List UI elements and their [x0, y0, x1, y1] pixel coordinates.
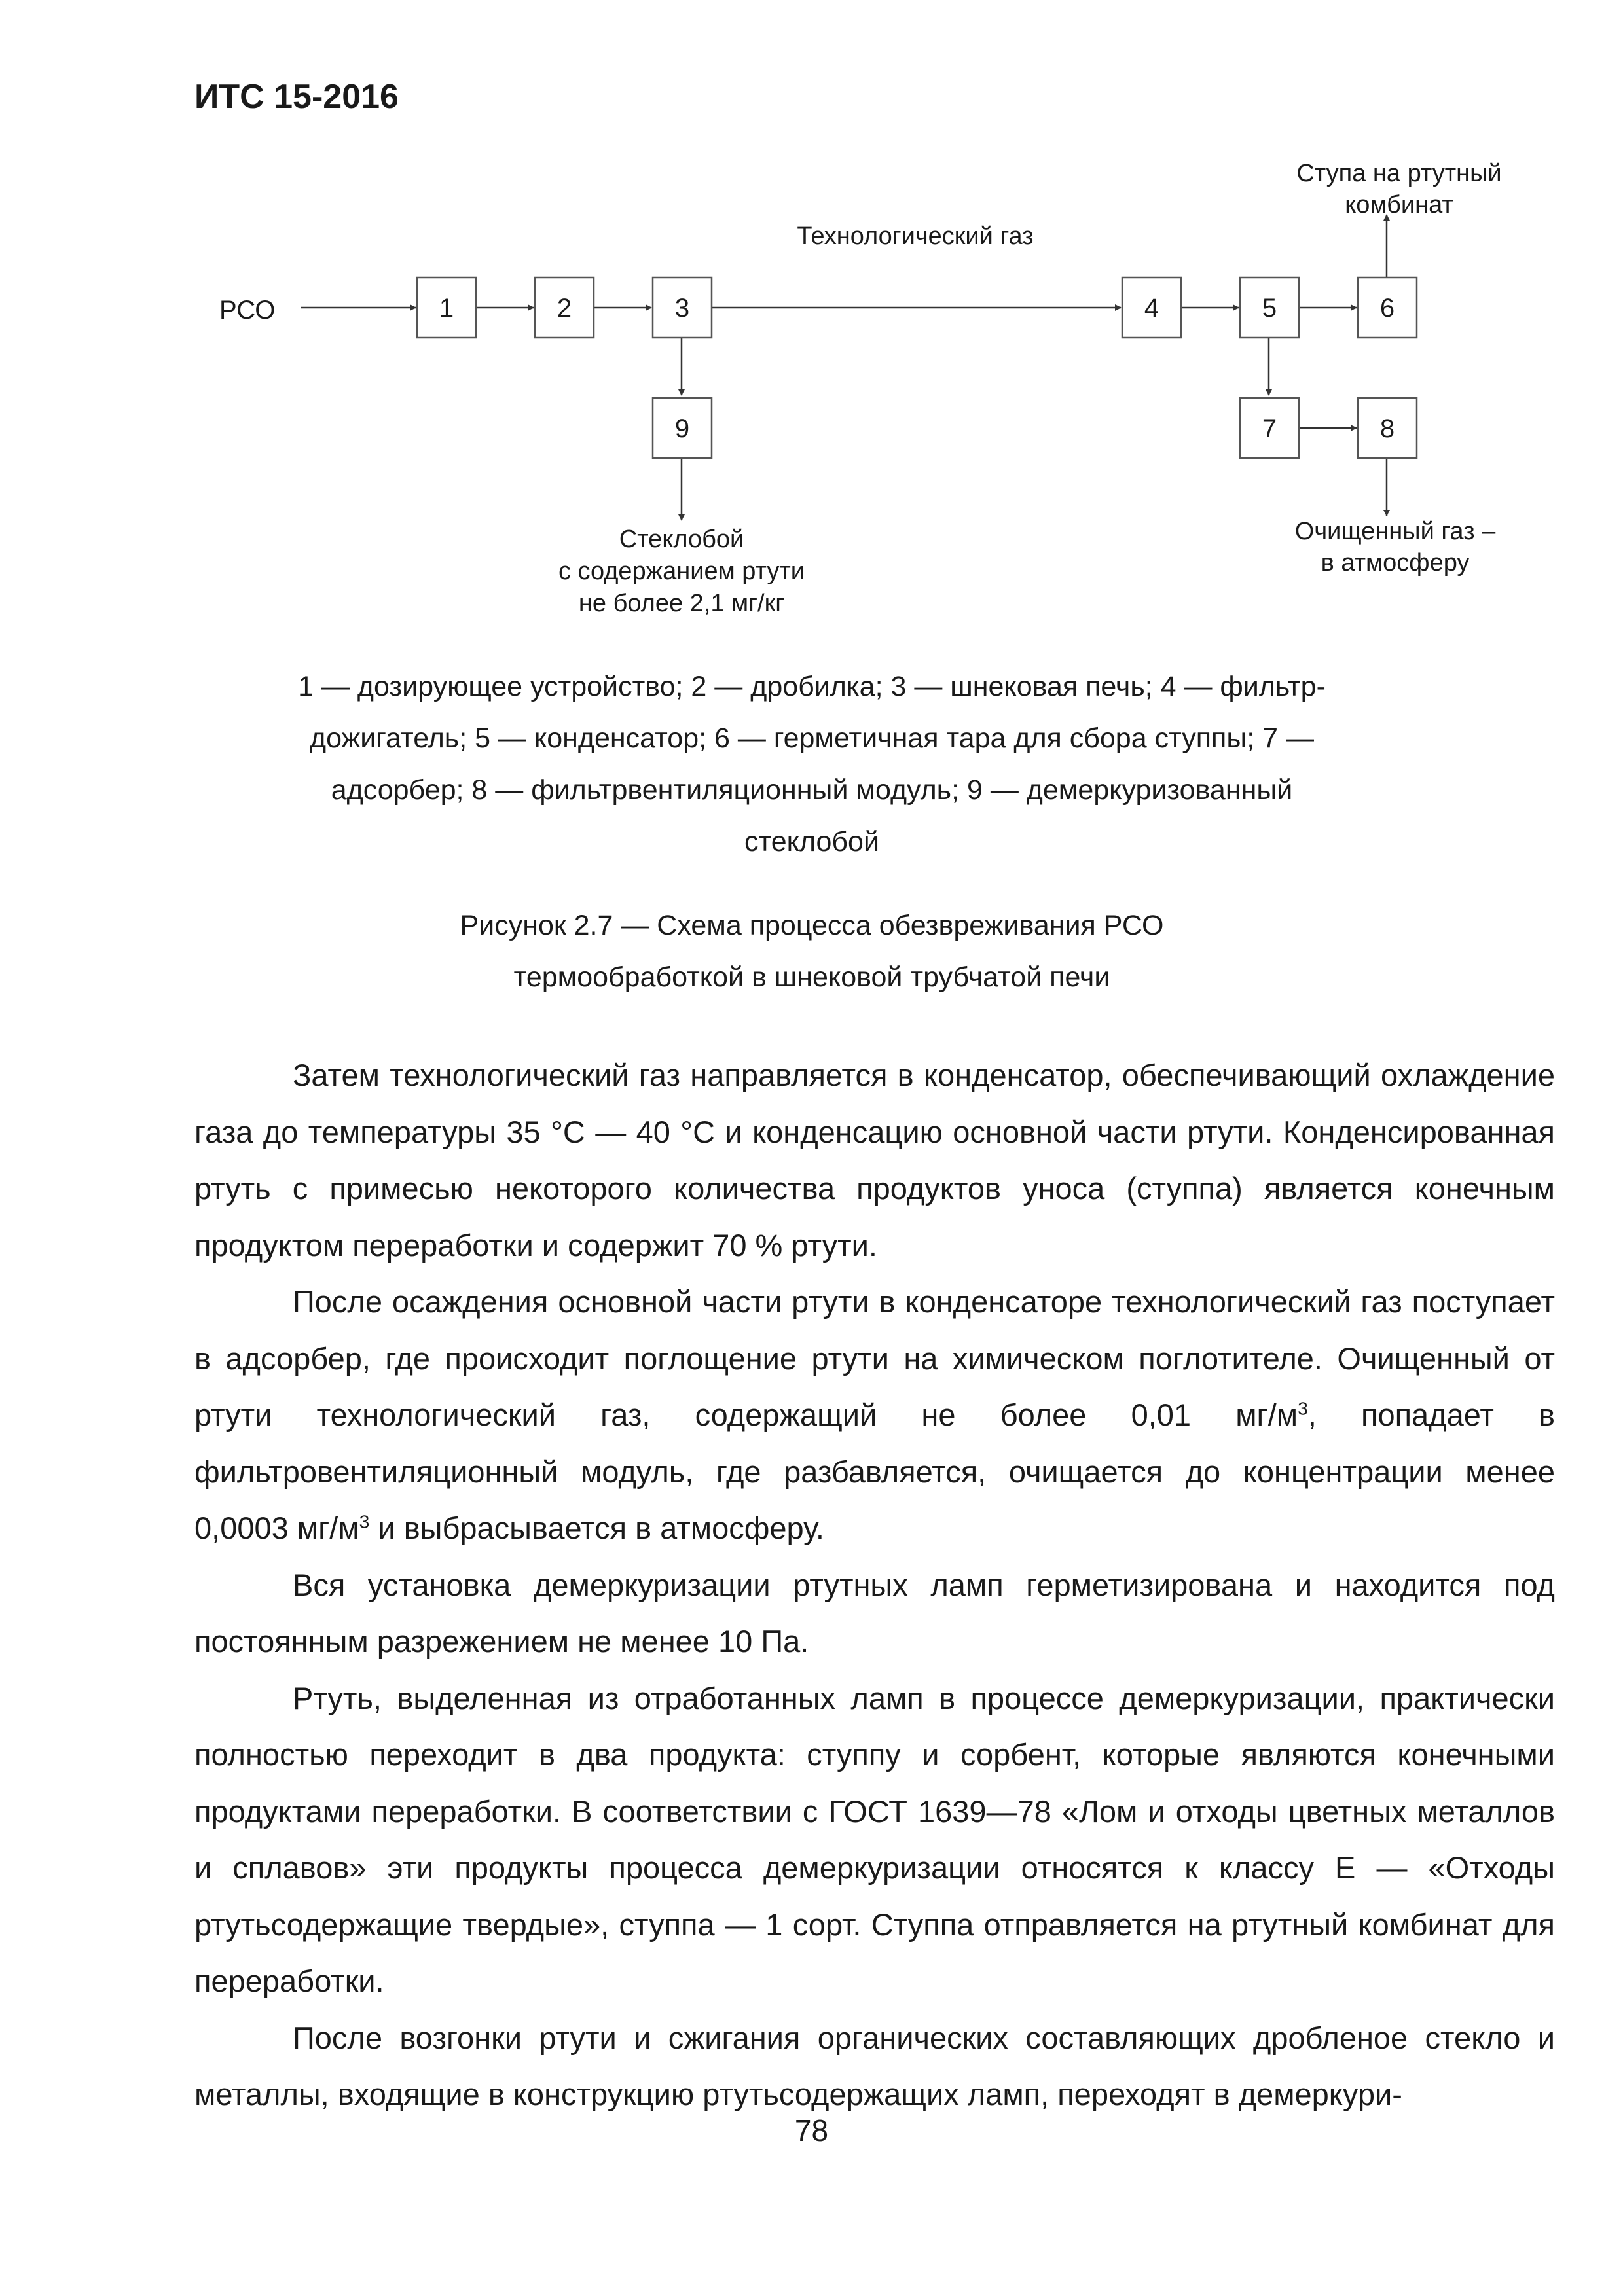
- caption-line: термообработкой в шнековой трубчатой печи: [513, 961, 1110, 993]
- svg-text:4: 4: [1144, 294, 1159, 323]
- output-glass-label-line1: Стеклобой: [619, 526, 744, 553]
- paragraph: После осаждения основной части ртути в конденсаторе технологический газ поступает в адсорбер, где происходит поглощение ртути на химическом поглотителе. Очищенный от ртути технологический газ, содержащий не более 0,01 $мг/м^3$, попадает в фильтровентиляционный модуль, где разбавляется, очищается до концентрации менее 0,0003 $мг/м^3$ и выбрасывается в атмосферу.: [194, 1284, 1555, 1545]
- node-9: [653, 398, 712, 458]
- output-glass-label-line3: не более 2,1 мг/кг: [578, 590, 785, 617]
- node-8: [1358, 398, 1417, 458]
- page-number: 78: [794, 2113, 829, 2147]
- output-top-label-line1: Ступа на ртутный: [1296, 160, 1502, 187]
- output-glass-label-line2: с содержанием ртути: [558, 558, 805, 585]
- svg-text:8: 8: [1379, 414, 1395, 443]
- paragraph: Вся установка демеркуризации ртутных ламп герметизирована и находится под постоянным разрежением не менее 10 Па.: [194, 1567, 1555, 1659]
- input-label: РСО: [219, 296, 276, 325]
- output-top-label-line2: комбинат: [1345, 191, 1453, 219]
- svg-text:9: 9: [674, 414, 690, 443]
- node-5: [1240, 278, 1299, 338]
- node-7: [1240, 398, 1299, 458]
- figure-legend: [275, 661, 1349, 868]
- svg-text:6: 6: [1379, 294, 1395, 323]
- paragraph: После возгонки ртути и сжигания органических составляющих дробленое стекло и металлы, входящие в конструкцию ртутьсодержащих ламп, переходят в демеркури-: [194, 2020, 1555, 2111]
- node-6: [1358, 278, 1417, 338]
- document-code: ИТС 15-2016: [194, 78, 399, 116]
- output-gas-label-line1: Очищенный газ –: [1294, 518, 1496, 545]
- output-gas-label-line2: в атмосферу: [1321, 549, 1470, 577]
- svg-text:2: 2: [556, 294, 572, 323]
- node-3: [653, 278, 712, 338]
- node-2: [535, 278, 594, 338]
- process-flow-diagram: [0, 0, 1623, 655]
- figure-caption: [275, 900, 1349, 1003]
- caption-line: Рисунок 2.7 — Схема процесса обезвреживания РСО: [460, 910, 1164, 941]
- svg-text:5: 5: [1262, 294, 1277, 323]
- paragraph: Затем технологический газ направляется в конденсатор, обеспечивающий охлаждение газа до температуры 35 °C — 40 °C и конденсацию основной части ртути. Конденсированная ртуть с примесью некоторого количества продуктов уноса (ступпа) является конечным продуктом переработки и содержит 70 % ртути.: [194, 1058, 1555, 1263]
- paragraph: Ртуть, выделенная из отработанных ламп в процессе демеркуризации, практически полностью переходит в два продукта: ступпу и сорбент, которые являются конечными продуктами переработки. В соответствии с ГОСТ 1639—78 «Лом и отходы цветных металлов и сплавов» эти продукты процесса демеркуризации относятся к классу Е — «Отходы ртутьсодержащие твердые», ступпа — 1 сорт. Ступпа отправляется на ртутный комбинат для переработки.: [194, 1680, 1555, 1998]
- body-text: [194, 1047, 1555, 2123]
- svg-text:3: 3: [674, 294, 690, 323]
- legend-line: адсорбер; 8 — фильтрвентиляционный модуль; 9 — демеркуризованный: [331, 774, 1293, 806]
- gas-label: Технологический газ: [797, 223, 1034, 250]
- legend-line: стеклобой: [744, 826, 879, 857]
- node-1: [417, 278, 476, 338]
- legend-line: 1 — дозирующее устройство; 2 — дробилка; 3 — шнековая печь; 4 — фильтр-: [298, 671, 1326, 702]
- node-4: [1122, 278, 1181, 338]
- legend-line: дожигатель; 5 — конденсатор; 6 — герметичная тара для сбора ступпы; 7 —: [310, 723, 1314, 754]
- svg-text:7: 7: [1262, 414, 1277, 443]
- svg-text:1: 1: [439, 294, 454, 323]
